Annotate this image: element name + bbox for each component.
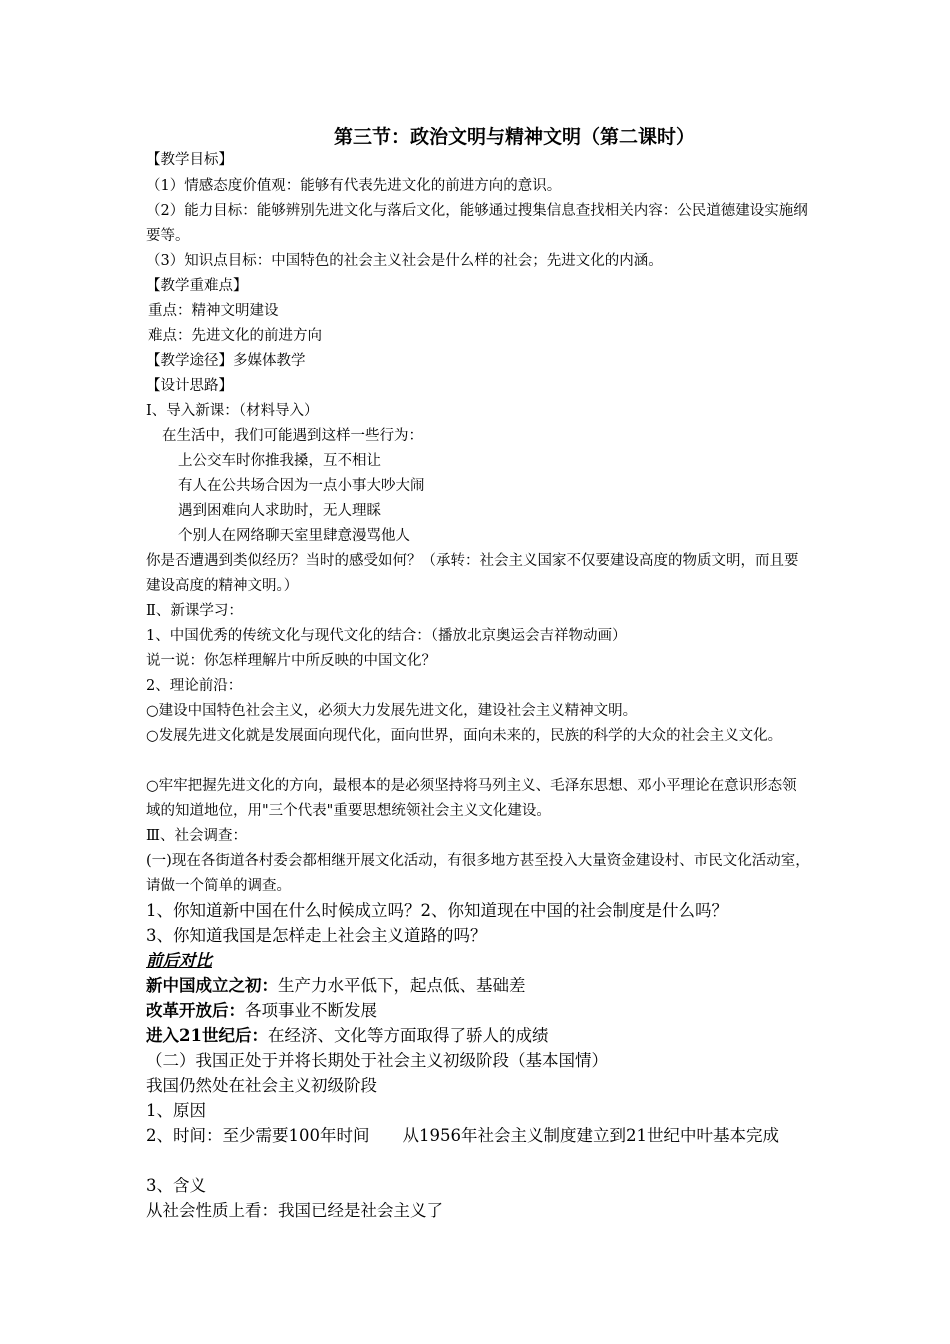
objective-ability: （2）能力目标：能够辨别先进文化与落后文化，能够通过搜集信息查找相关内容：公民道德建设实施纲要等。 xyxy=(146,203,808,244)
stage-statement: 我国仍然处在社会主义初级阶段 xyxy=(146,1076,377,1095)
time-item: 2、时间：至少需要100年时间 从1956年社会主义制度建立到21世纪中叶基本完成 xyxy=(146,1126,779,1145)
compare-row xyxy=(146,998,810,1023)
compare-label: 改革开放后： xyxy=(146,1001,245,1020)
behavior-item: 上公交车时你推我搡，互不相让 xyxy=(178,453,381,469)
compare-text: 生产力水平低下，起点低、基础差 xyxy=(278,976,526,995)
key-point-focus: 重点：精神文明建设 xyxy=(148,303,279,319)
theory-point: ○发展先进文化就是发展面向现代化，面向世界，面向未来的，民族的科学的大众的社会主义文化。 xyxy=(146,728,783,744)
intro-heading: Ⅰ、导入新课：（材料导入） xyxy=(146,403,319,419)
nature-item: 从社会性质上看：我国已经是社会主义了 xyxy=(146,1201,443,1220)
survey-part2: （二）我国正处于并将长期处于社会主义初级阶段（基本国情） xyxy=(146,1051,608,1070)
new-lesson-heading: Ⅱ、新课学习： xyxy=(146,603,243,619)
lesson-title: 第三节：政治文明与精神文明（第二课时） xyxy=(334,126,696,148)
survey-question: 1、你知道新中国在什么时候成立吗？2、你知道现在中国的社会制度是什么吗？ xyxy=(146,901,728,920)
compare-row xyxy=(146,973,810,998)
discuss-prompt: 说一说：你怎样理解片中所反映的中国文化？ xyxy=(146,653,436,669)
compare-label: 进入21世纪后： xyxy=(146,1026,268,1045)
design-header: 【设计思路】 xyxy=(146,378,233,394)
behavior-item: 个别人在网络聊天室里肆意漫骂他人 xyxy=(178,528,410,544)
behavior-item: 遇到困难向人求助时，无人理睬 xyxy=(178,503,381,519)
meaning-item: 3、含义 xyxy=(146,1176,206,1195)
compare-label: 新中国成立之初： xyxy=(146,976,278,995)
survey-part1: (一)现在各街道各村委会都相继开展文化活动，有很多地方甚至投入大量资金建设村、市民文化活动室，请做一个简单的调查。 xyxy=(146,853,810,894)
key-point-difficulty: 难点：先进文化的前进方向 xyxy=(148,328,322,344)
new-lesson-item1: 1、中国优秀的传统文化与现代文化的结合：（播放北京奥运会吉祥物动画） xyxy=(146,628,627,644)
compare-text: 在经济、文化等方面取得了骄人的成绩 xyxy=(267,1026,549,1045)
behavior-item: 有人在公共场合因为一点小事大吵大闹 xyxy=(178,478,425,494)
objective-knowledge: （3）知识点目标：中国特色的社会主义社会是什么样的社会；先进文化的内涵。 xyxy=(146,253,663,269)
theory-point: ○牢牢把握先进文化的方向，最根本的是必须坚持将马列主义、毛泽东思想、邓小平理论在意识形态领域的知道地位，用"三个代表"重要思想统领社会主义文化建设。 xyxy=(146,778,797,819)
intro-lead: 在生活中，我们可能遇到这样一些行为： xyxy=(162,428,423,444)
key-points-header: 【教学重难点】 xyxy=(146,278,248,294)
reason-item: 1、原因 xyxy=(146,1101,206,1120)
survey-heading: Ⅲ、社会调查： xyxy=(146,828,247,844)
objectives-header: 【教学目标】 xyxy=(146,152,233,168)
compare-text: 各项事业不断发展 xyxy=(245,1001,377,1020)
teaching-approach: 【教学途径】多媒体教学 xyxy=(146,353,306,369)
new-lesson-item2: 2、理论前沿： xyxy=(146,678,243,694)
objective-emotion: （1）情感态度价值观：能够有代表先进文化的前进方向的意识。 xyxy=(146,178,562,194)
compare-title: 前后对比 xyxy=(146,951,212,970)
theory-point: ○建设中国特色社会主义，必须大力发展先进文化，建设社会主义精神文明。 xyxy=(146,703,638,719)
intro-question: 你是否遭遇到类似经历？当时的感受如何？（承转：社会主义国家不仅要建设高度的物质文明，而且要建设高度的精神文明。） xyxy=(146,553,799,594)
compare-row xyxy=(146,1023,810,1048)
survey-question: 3、你知道我国是怎样走上社会主义道路的吗？ xyxy=(146,926,487,945)
